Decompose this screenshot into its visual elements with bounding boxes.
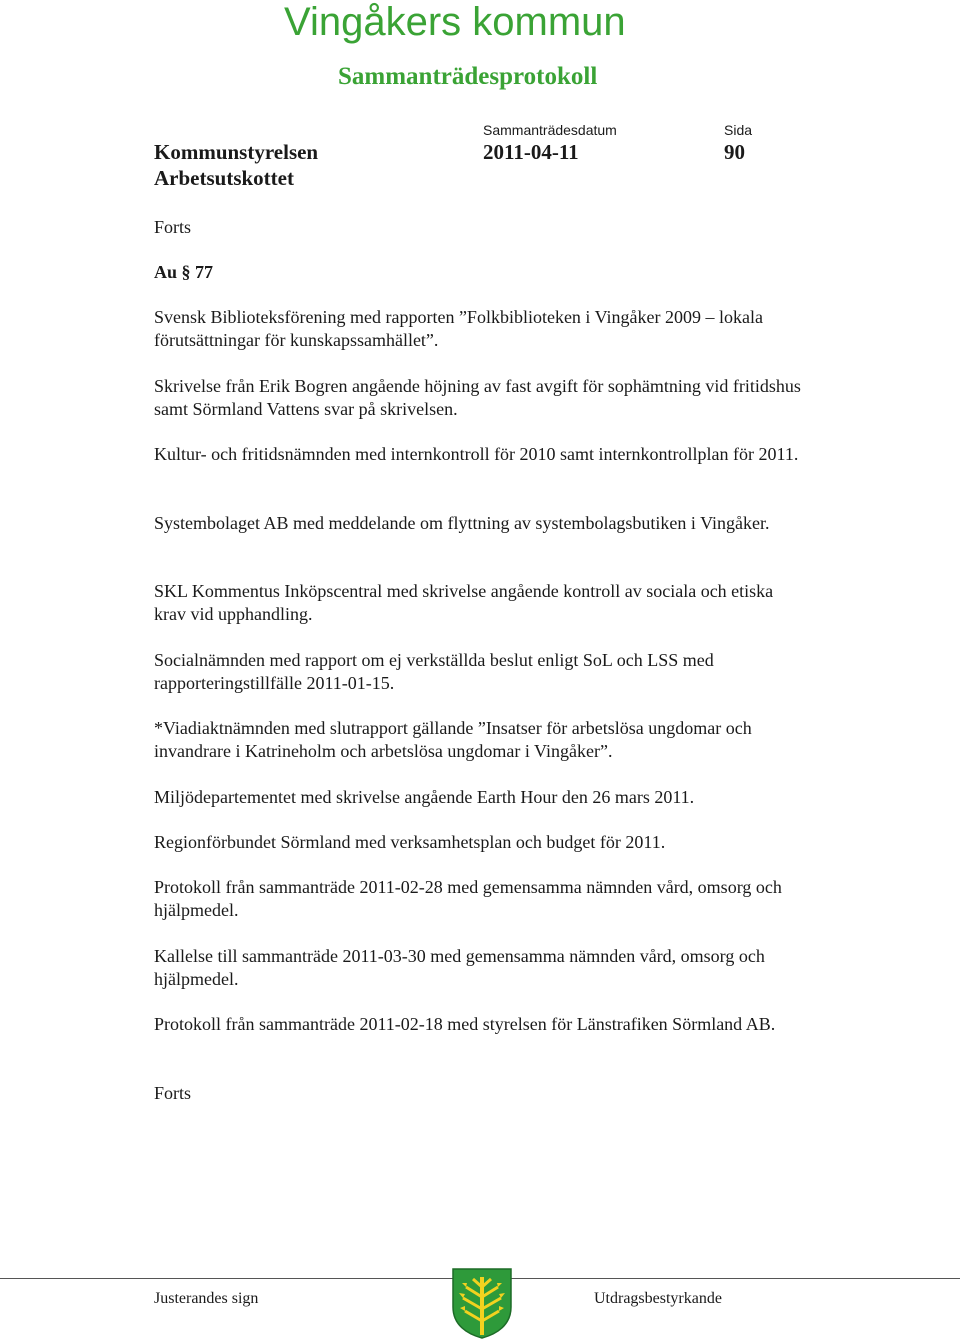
committee-name: Kommunstyrelsen (154, 140, 319, 164)
paragraph-10: Protokoll från sammanträde 2011-02-28 med gemensamma nämnden vård, omsorg och hjälpmedel. (154, 877, 782, 920)
justerandes-sign-label: Justerandes sign (154, 1290, 259, 1307)
organization-title: Vingåkers kommun (284, 0, 626, 44)
utdragsbestyrkande-label: Utdragsbestyrkande (594, 1290, 722, 1307)
paragraph-3: Kultur- och fritidsnämnden med internkontroll för 2010 samt internkontrollplan för 2011. (154, 444, 799, 464)
forts-top: Forts (154, 217, 192, 237)
paragraph-9: Regionförbundet Sörmland med verksamhetsplan och budget för 2011. (154, 832, 666, 852)
section-heading: Au § 77 (154, 262, 214, 282)
paragraph-4: Systembolaget AB med meddelande om flyttning av systembolagsbutiken i Vingåker. (154, 513, 770, 533)
paragraph-1: Svensk Biblioteksförening med rapporten ”Folkbiblioteken i Vingåker 2009 – lokala förutsättningar för kunskapssamhället”. (154, 307, 763, 350)
paragraph-2: Skrivelse från Erik Bogren angående höjning av fast avgift för sophämtning vid fritidshus samt Sörmland Vattens svar på skrivelsen. (154, 376, 801, 419)
page-label: Sida (724, 122, 753, 138)
forts-bottom: Forts (154, 1083, 192, 1103)
paragraph-8: Miljödepartementet med skrivelse angående Earth Hour den 26 mars 2011. (154, 787, 695, 807)
subcommittee-name: Arbetsutskottet (154, 166, 294, 190)
page-number: 90 (724, 140, 745, 164)
date-label: Sammanträdesdatum (483, 122, 617, 138)
paragraph-7: *Viadiaktnämnden med slutrapport gällande ”Insatser för arbetslösa ungdomar och invandrare i Katrineholm och arbetslösa ungdomar i Vingåker”. (154, 718, 752, 761)
paragraph-5: SKL Kommentus Inköpscentral med skrivelse angående kontroll av sociala och etiska krav vid upphandling. (154, 581, 774, 624)
date-value: 2011-04-11 (483, 140, 579, 164)
document-type-title: Sammanträdesprotokoll (338, 63, 598, 90)
paragraph-11: Kallelse till sammanträde 2011-03-30 med gemensamma nämnden vård, omsorg och hjälpmedel. (154, 946, 765, 989)
paragraph-12: Protokoll från sammanträde 2011-02-18 med styrelsen för Länstrafiken Sörmland AB. (154, 1014, 776, 1034)
paragraph-6: Socialnämnden med rapport om ej verkställda beslut enligt SoL och LSS med rapporteringstillfälle 2011-01-15. (154, 650, 714, 693)
coat-of-arms-icon (451, 1267, 513, 1339)
